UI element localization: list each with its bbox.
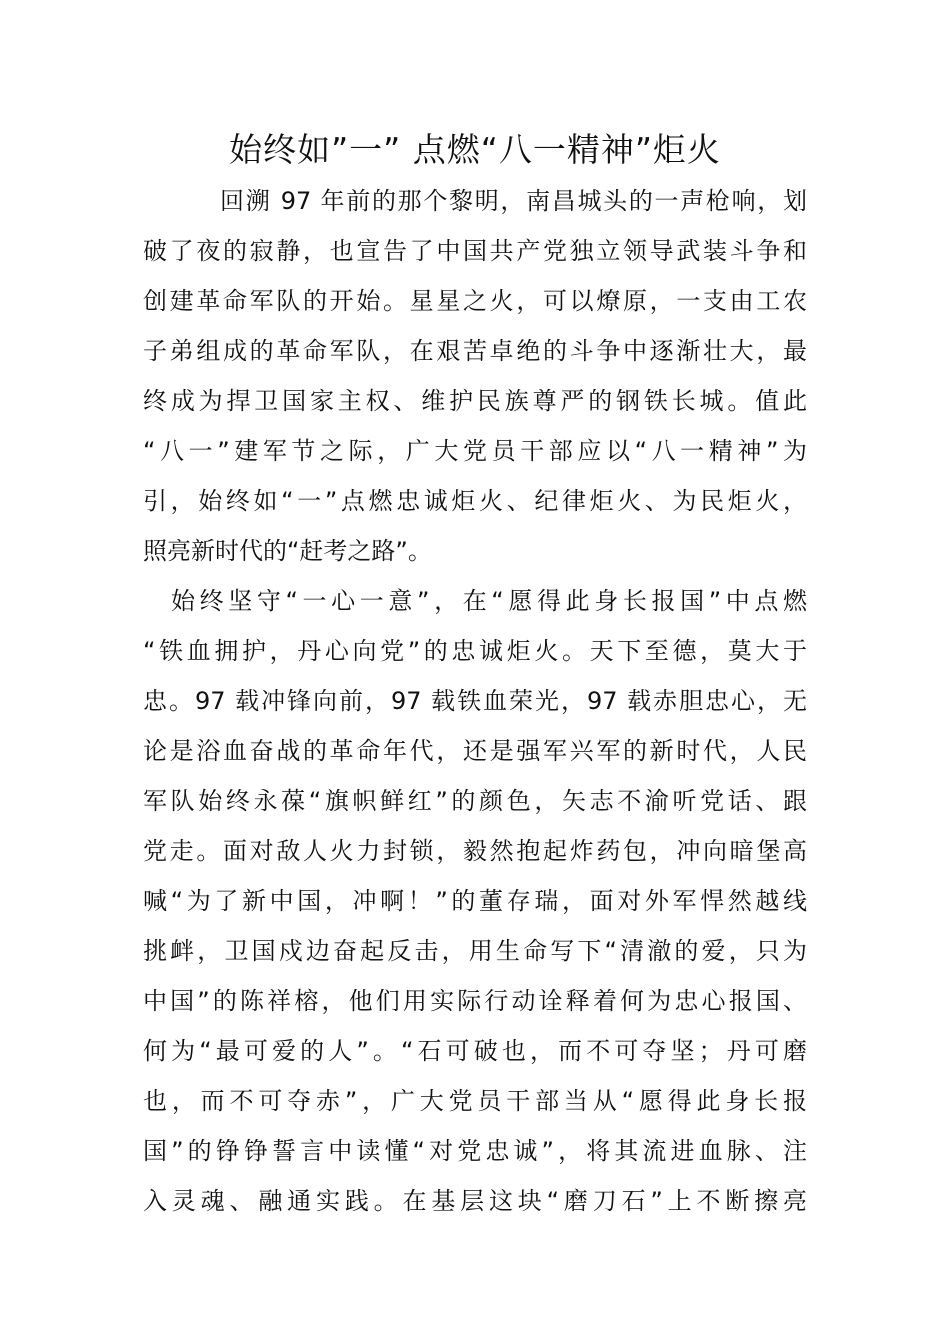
paragraph-2-line-3: 忠。97 载冲锋向前，97 载铁血荣光，97 载赤胆忠心，无 <box>143 687 807 715</box>
paragraph-2-line-7: 喊“为了新中国，冲啊！”的董存瑞，面对外军悍然越线 <box>143 887 807 915</box>
paragraph-1-line-1: 回溯 97 年前的那个黎明，南昌城头的一声枪响，划 <box>220 187 807 215</box>
paragraph-1-line-7: 引，始终如“一”点燃忠诚炬火、纪律炬火、为民炬火， <box>143 487 807 515</box>
paragraph-2-line-12: 国”的铮铮誓言中读懂“对党忠诚”，将其流进血脉、注 <box>143 1137 807 1165</box>
paragraph-1-line-5: 终成为捍卫国家主权、维护民族尊严的钢铁长城。值此 <box>143 387 807 415</box>
paragraph-1-line-4: 子弟组成的革命军队，在艰苦卓绝的斗争中逐渐壮大，最 <box>143 337 807 365</box>
paragraph-2-line-6: 党走。面对敌人火力封锁，毅然抱起炸药包，冲向暗堡高 <box>143 837 807 865</box>
paragraph-2-line-9: 中国”的陈祥榕，他们用实际行动诠释着何为忠心报国、 <box>143 987 807 1015</box>
paragraph-2-line-2: “铁血拥护，丹心向党”的忠诚炬火。天下至德，莫大于 <box>143 637 807 665</box>
document-title: 始终如”一” 点燃“八一精神”炬火 <box>229 130 721 169</box>
paragraph-2-line-5: 军队始终永葆“旗帜鲜红”的颜色，矢志不渝听党话、跟 <box>143 787 807 815</box>
paragraph-2-line-10: 何为“最可爱的人”。“石可破也，而不可夺坚；丹可磨 <box>143 1037 807 1065</box>
paragraph-1-line-2: 破了夜的寂静，也宣告了中国共产党独立领导武装斗争和 <box>143 237 807 265</box>
paragraph-2-line-13: 入灵魂、融通实践。在基层这块“磨刀石”上不断擦亮 <box>143 1187 807 1215</box>
paragraph-2-line-1: 始终坚守“一心一意”，在“愿得此身长报国”中点燃 <box>171 587 807 615</box>
paragraph-1-line-8: 照亮新时代的“赶考之路”。 <box>143 537 432 565</box>
paragraph-2-line-11: 也，而不可夺赤”，广大党员干部当从“愿得此身长报 <box>143 1087 807 1115</box>
paragraph-1-line-6: “八一”建军节之际，广大党员干部应以“八一精神”为 <box>143 437 807 465</box>
paragraph-2-line-8: 挑衅，卫国戍边奋起反击，用生命写下“清澈的爱，只为 <box>143 937 807 965</box>
paragraph-2-line-4: 论是浴血奋战的革命年代，还是强军兴军的新时代，人民 <box>143 737 807 765</box>
paragraph-1-line-3: 创建革命军队的开始。星星之火，可以燎原，一支由工农 <box>143 287 807 315</box>
